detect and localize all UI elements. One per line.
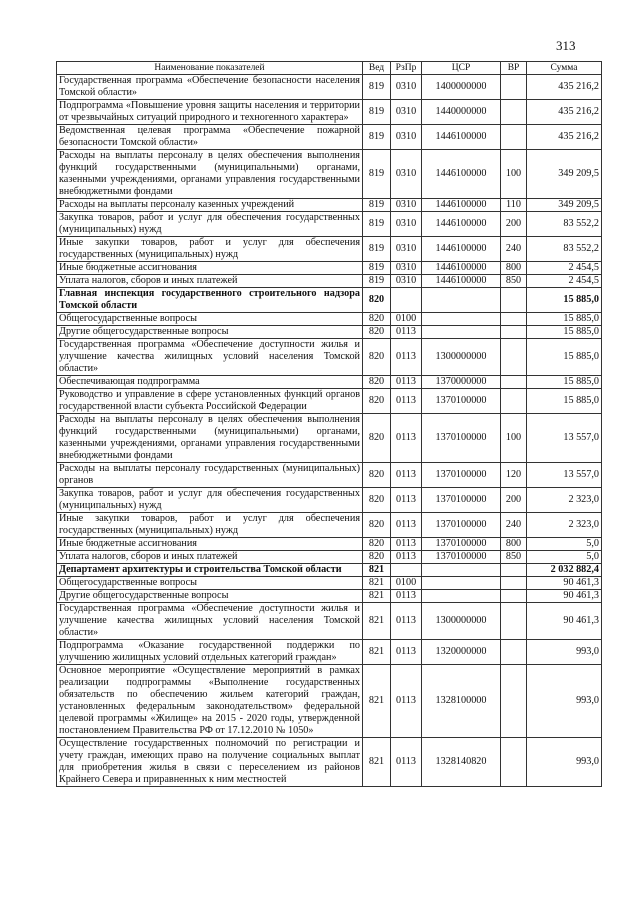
cell-ved: 819 <box>363 100 391 125</box>
table-row <box>57 414 602 463</box>
cell-csr <box>422 564 501 577</box>
cell-ved: 821 <box>363 603 391 640</box>
table-row <box>57 590 602 603</box>
cell-name: Департамент архитектуры и строительства Томской области <box>57 564 363 577</box>
cell-name: Общегосударственные вопросы <box>57 313 363 326</box>
header-vr: ВР <box>501 62 527 75</box>
cell-ved: 820 <box>363 288 391 313</box>
cell-ved: 820 <box>363 313 391 326</box>
header-rzpr: РзПр <box>391 62 422 75</box>
table-row <box>57 326 602 339</box>
cell-rzpr: 0310 <box>391 275 422 288</box>
cell-vr: 850 <box>501 275 527 288</box>
cell-sum: 2 032 882,4 <box>527 564 602 577</box>
table-row <box>57 75 602 100</box>
cell-ved: 819 <box>363 262 391 275</box>
cell-name: Иные закупки товаров, работ и услуг для обеспечения государственных (муниципальных) нужд <box>57 237 363 262</box>
cell-csr <box>422 288 501 313</box>
cell-ved: 821 <box>363 640 391 665</box>
cell-ved: 821 <box>363 665 391 738</box>
cell-ved: 820 <box>363 513 391 538</box>
cell-ved: 820 <box>363 538 391 551</box>
cell-rzpr: 0113 <box>391 389 422 414</box>
cell-name: Подпрограмма «Оказание государственной поддержки по улучшению жилищных условий отдельных категорий граждан» <box>57 640 363 665</box>
cell-vr: 800 <box>501 538 527 551</box>
cell-csr: 1320000000 <box>422 640 501 665</box>
cell-vr <box>501 640 527 665</box>
table-row <box>57 577 602 590</box>
header-ved: Вед <box>363 62 391 75</box>
cell-name: Государственная программа «Обеспечение доступности жилья и улучшение качества жилищных условий населения Томской области» <box>57 339 363 376</box>
cell-csr: 1370100000 <box>422 551 501 564</box>
cell-vr <box>501 577 527 590</box>
cell-csr <box>422 326 501 339</box>
table-row <box>57 551 602 564</box>
cell-vr <box>501 326 527 339</box>
cell-csr <box>422 590 501 603</box>
table-row <box>57 339 602 376</box>
cell-rzpr: 0310 <box>391 262 422 275</box>
cell-vr <box>501 389 527 414</box>
cell-csr: 1328140820 <box>422 738 501 787</box>
table-row <box>57 262 602 275</box>
cell-name: Иные бюджетные ассигнования <box>57 538 363 551</box>
cell-name: Иные бюджетные ассигнования <box>57 262 363 275</box>
cell-vr <box>501 564 527 577</box>
cell-csr: 1370100000 <box>422 488 501 513</box>
cell-name: Подпрограмма «Повышение уровня защиты населения и территории от чрезвычайных ситуаций природного и техногенного характера» <box>57 100 363 125</box>
cell-ved: 820 <box>363 376 391 389</box>
cell-ved: 819 <box>363 199 391 212</box>
cell-csr <box>422 313 501 326</box>
cell-rzpr: 0310 <box>391 150 422 199</box>
cell-sum: 435 216,2 <box>527 100 602 125</box>
cell-sum: 90 461,3 <box>527 577 602 590</box>
cell-name: Государственная программа «Обеспечение доступности жилья и улучшение качества жилищных условий населения Томской области» <box>57 603 363 640</box>
cell-csr: 1370000000 <box>422 376 501 389</box>
cell-csr: 1446100000 <box>422 125 501 150</box>
cell-csr: 1446100000 <box>422 237 501 262</box>
cell-sum: 993,0 <box>527 665 602 738</box>
cell-rzpr: 0310 <box>391 100 422 125</box>
cell-ved: 820 <box>363 339 391 376</box>
cell-sum: 90 461,3 <box>527 603 602 640</box>
cell-sum: 15 885,0 <box>527 339 602 376</box>
cell-rzpr: 0310 <box>391 125 422 150</box>
cell-vr <box>501 75 527 100</box>
cell-ved: 820 <box>363 463 391 488</box>
cell-vr <box>501 313 527 326</box>
cell-csr: 1446100000 <box>422 262 501 275</box>
cell-rzpr <box>391 564 422 577</box>
cell-vr: 240 <box>501 513 527 538</box>
table-row <box>57 463 602 488</box>
cell-rzpr: 0113 <box>391 414 422 463</box>
cell-rzpr <box>391 288 422 313</box>
table-row <box>57 564 602 577</box>
table-row <box>57 199 602 212</box>
cell-csr: 1300000000 <box>422 339 501 376</box>
cell-sum: 435 216,2 <box>527 75 602 100</box>
cell-rzpr: 0113 <box>391 738 422 787</box>
cell-rzpr: 0113 <box>391 551 422 564</box>
cell-vr <box>501 125 527 150</box>
cell-csr: 1446100000 <box>422 212 501 237</box>
cell-vr: 850 <box>501 551 527 564</box>
cell-rzpr: 0113 <box>391 538 422 551</box>
cell-name: Руководство и управление в сфере установленных функций органов государственной власти субъекта Российской Федерации <box>57 389 363 414</box>
cell-ved: 820 <box>363 326 391 339</box>
cell-ved: 820 <box>363 551 391 564</box>
cell-sum: 993,0 <box>527 738 602 787</box>
cell-sum: 15 885,0 <box>527 326 602 339</box>
cell-rzpr: 0113 <box>391 376 422 389</box>
cell-sum: 15 885,0 <box>527 376 602 389</box>
cell-sum: 15 885,0 <box>527 288 602 313</box>
cell-sum: 349 209,5 <box>527 199 602 212</box>
table-row <box>57 603 602 640</box>
cell-sum: 13 557,0 <box>527 414 602 463</box>
cell-rzpr: 0113 <box>391 513 422 538</box>
cell-sum: 13 557,0 <box>527 463 602 488</box>
cell-rzpr: 0113 <box>391 339 422 376</box>
table-row <box>57 513 602 538</box>
cell-ved: 819 <box>363 212 391 237</box>
cell-csr: 1300000000 <box>422 603 501 640</box>
cell-vr: 200 <box>501 488 527 513</box>
cell-sum: 5,0 <box>527 538 602 551</box>
cell-rzpr: 0100 <box>391 313 422 326</box>
table-row <box>57 640 602 665</box>
cell-sum: 435 216,2 <box>527 125 602 150</box>
cell-vr: 120 <box>501 463 527 488</box>
table-row <box>57 538 602 551</box>
cell-csr: 1446100000 <box>422 275 501 288</box>
cell-ved: 819 <box>363 150 391 199</box>
cell-ved: 820 <box>363 488 391 513</box>
cell-ved: 819 <box>363 125 391 150</box>
cell-csr: 1370100000 <box>422 463 501 488</box>
cell-rzpr: 0310 <box>391 237 422 262</box>
table-row <box>57 665 602 738</box>
cell-rzpr: 0113 <box>391 590 422 603</box>
cell-name: Осуществление государственных полномочий по регистрации и учету граждан, имеющих право на получение социальных выплат для приобретения жилья в связи с переселением из районов Крайнего Севера и приравненных к ним местностей <box>57 738 363 787</box>
cell-name: Расходы на выплаты персоналу государственных (муниципальных) органов <box>57 463 363 488</box>
table-row <box>57 738 602 787</box>
cell-csr <box>422 577 501 590</box>
cell-sum: 83 552,2 <box>527 212 602 237</box>
table-row <box>57 313 602 326</box>
cell-ved: 819 <box>363 75 391 100</box>
cell-ved: 819 <box>363 275 391 288</box>
cell-ved: 821 <box>363 564 391 577</box>
cell-vr <box>501 376 527 389</box>
cell-sum: 993,0 <box>527 640 602 665</box>
cell-rzpr: 0113 <box>391 326 422 339</box>
cell-sum: 90 461,3 <box>527 590 602 603</box>
cell-rzpr: 0310 <box>391 199 422 212</box>
cell-name: Главная инспекция государственного строительного надзора Томской области <box>57 288 363 313</box>
cell-vr: 110 <box>501 199 527 212</box>
cell-sum: 349 209,5 <box>527 150 602 199</box>
cell-sum: 2 454,5 <box>527 275 602 288</box>
cell-name: Расходы на выплаты персоналу в целях обеспечения выполнения функций государственными (муниципальными) органами, казенными учреждениями, органами управления государственными внебюджетными фондами <box>57 150 363 199</box>
cell-vr: 240 <box>501 237 527 262</box>
cell-csr: 1370100000 <box>422 389 501 414</box>
cell-ved: 821 <box>363 738 391 787</box>
cell-rzpr: 0100 <box>391 577 422 590</box>
cell-rzpr: 0113 <box>391 488 422 513</box>
cell-ved: 820 <box>363 389 391 414</box>
table-row <box>57 488 602 513</box>
cell-vr <box>501 288 527 313</box>
cell-sum: 2 323,0 <box>527 513 602 538</box>
table-header-row <box>57 62 602 75</box>
header-sum: Сумма <box>527 62 602 75</box>
cell-rzpr: 0113 <box>391 463 422 488</box>
cell-csr: 1370100000 <box>422 538 501 551</box>
cell-vr <box>501 603 527 640</box>
cell-name: Другие общегосударственные вопросы <box>57 326 363 339</box>
cell-name: Обеспечивающая подпрограмма <box>57 376 363 389</box>
cell-name: Закупка товаров, работ и услуг для обеспечения государственных (муниципальных) нужд <box>57 488 363 513</box>
cell-name: Иные закупки товаров, работ и услуг для обеспечения государственных (муниципальных) нужд <box>57 513 363 538</box>
cell-name: Уплата налогов, сборов и иных платежей <box>57 551 363 564</box>
cell-sum: 2 454,5 <box>527 262 602 275</box>
cell-name: Расходы на выплаты персоналу казенных учреждений <box>57 199 363 212</box>
cell-vr <box>501 665 527 738</box>
cell-csr: 1446100000 <box>422 150 501 199</box>
cell-vr <box>501 100 527 125</box>
cell-sum: 2 323,0 <box>527 488 602 513</box>
cell-vr <box>501 738 527 787</box>
cell-rzpr: 0113 <box>391 603 422 640</box>
cell-name: Ведомственная целевая программа «Обеспечение пожарной безопасности Томской области» <box>57 125 363 150</box>
cell-vr: 100 <box>501 414 527 463</box>
table-row <box>57 150 602 199</box>
cell-vr: 800 <box>501 262 527 275</box>
cell-vr: 100 <box>501 150 527 199</box>
budget-table <box>56 61 602 787</box>
cell-csr: 1446100000 <box>422 199 501 212</box>
cell-sum: 83 552,2 <box>527 237 602 262</box>
cell-name: Уплата налогов, сборов и иных платежей <box>57 275 363 288</box>
cell-sum: 15 885,0 <box>527 389 602 414</box>
page-number: 313 <box>556 38 576 53</box>
table-row <box>57 125 602 150</box>
cell-ved: 821 <box>363 590 391 603</box>
cell-ved: 821 <box>363 577 391 590</box>
cell-sum: 15 885,0 <box>527 313 602 326</box>
cell-rzpr: 0310 <box>391 75 422 100</box>
cell-sum: 5,0 <box>527 551 602 564</box>
cell-name: Государственная программа «Обеспечение безопасности населения Томской области» <box>57 75 363 100</box>
header-csr: ЦСР <box>422 62 501 75</box>
cell-csr: 1370100000 <box>422 513 501 538</box>
table-row <box>57 212 602 237</box>
table-row <box>57 275 602 288</box>
table-row <box>57 288 602 313</box>
cell-rzpr: 0113 <box>391 665 422 738</box>
cell-vr: 200 <box>501 212 527 237</box>
header-name: Наименование показателей <box>57 62 363 75</box>
cell-name: Общегосударственные вопросы <box>57 577 363 590</box>
cell-name: Расходы на выплаты персоналу в целях обеспечения выполнения функций государственными (муниципальными) органами, казенными учреждениями, органами управления государственными внебюджетными фондами <box>57 414 363 463</box>
cell-csr: 1440000000 <box>422 100 501 125</box>
table-row <box>57 237 602 262</box>
table-row <box>57 100 602 125</box>
table-row <box>57 389 602 414</box>
table-row <box>57 376 602 389</box>
cell-csr: 1370100000 <box>422 414 501 463</box>
cell-name: Другие общегосударственные вопросы <box>57 590 363 603</box>
cell-rzpr: 0310 <box>391 212 422 237</box>
cell-vr <box>501 590 527 603</box>
cell-vr <box>501 339 527 376</box>
cell-csr: 1328100000 <box>422 665 501 738</box>
cell-rzpr: 0113 <box>391 640 422 665</box>
cell-name: Основное мероприятие «Осуществление мероприятий в рамках реализации подпрограммы «Выполнение государственных обязательств по обеспечению жильем категорий граждан, установленных федеральным законодательством» федеральной целевой программы «Жилище» на 2015 - 2020 годы, утвержденной постановлением Правительства РФ от 17.12.2010 № 1050» <box>57 665 363 738</box>
cell-ved: 819 <box>363 237 391 262</box>
cell-name: Закупка товаров, работ и услуг для обеспечения государственных (муниципальных) нужд <box>57 212 363 237</box>
cell-ved: 820 <box>363 414 391 463</box>
cell-csr: 1400000000 <box>422 75 501 100</box>
